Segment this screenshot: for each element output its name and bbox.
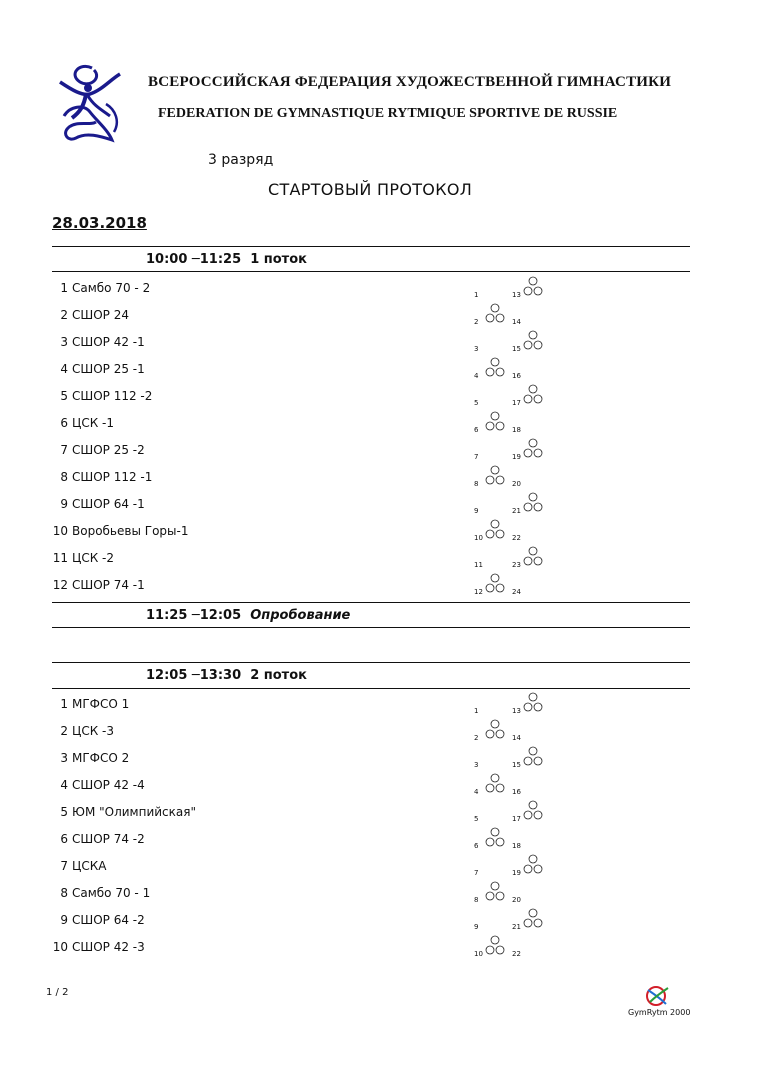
position-label-b: 19 xyxy=(512,869,521,877)
federation-name-ru: ВСЕРОССИЙСКАЯ ФЕДЕРАЦИЯ ХУДОЖЕСТВЕННОЙ ГИМНАСТИКИ xyxy=(148,74,672,90)
entry-number: 10 xyxy=(52,940,68,954)
entry-number: 2 xyxy=(60,724,68,738)
position-label-a: 1 xyxy=(474,707,479,715)
team-name: МГФСО 2 xyxy=(72,751,130,765)
list-item xyxy=(52,524,188,538)
entry-number: 1 xyxy=(60,281,68,295)
team-name: СШОР 112 -2 xyxy=(72,389,153,403)
position-label-a: 2 xyxy=(474,734,479,742)
entry-number: 11 xyxy=(52,551,68,565)
position-label-b: 17 xyxy=(512,815,521,823)
position-diagram xyxy=(472,907,562,931)
position-circles-icon xyxy=(472,934,562,958)
divider xyxy=(52,246,690,247)
position-label-b: 16 xyxy=(512,372,521,380)
position-circles-icon xyxy=(472,826,562,850)
team-name: Самбо 70 - 1 xyxy=(72,886,151,900)
position-label-a: 7 xyxy=(474,453,479,461)
document-title: СТАРТОВЫЙ ПРОТОКОЛ xyxy=(268,180,473,199)
team-name: СШОР 25 -2 xyxy=(72,443,145,457)
entry-number: 3 xyxy=(60,751,68,765)
position-diagram xyxy=(472,799,562,823)
position-label-a: 9 xyxy=(474,923,479,931)
position-label-a: 10 xyxy=(474,950,483,958)
position-label-a: 11 xyxy=(474,561,483,569)
position-label-a: 6 xyxy=(474,842,479,850)
team-name: Воробьевы Горы-1 xyxy=(72,524,189,538)
position-diagram xyxy=(472,826,562,850)
position-label-a: 4 xyxy=(474,788,479,796)
position-diagram xyxy=(472,880,562,904)
position-diagram xyxy=(472,518,562,542)
list-item xyxy=(52,724,114,738)
team-name: ЮМ "Олимпийская" xyxy=(72,805,196,819)
position-label-a: 9 xyxy=(474,507,479,515)
competition-date: 28.03.2018 xyxy=(52,214,147,232)
position-label-b: 22 xyxy=(512,950,521,958)
entry-number: 7 xyxy=(60,443,68,457)
list-item xyxy=(52,697,129,711)
position-label-a: 5 xyxy=(474,399,479,407)
position-circles-icon xyxy=(472,691,562,715)
entry-number: 1 xyxy=(60,697,68,711)
position-circles-icon xyxy=(472,491,562,515)
entry-number: 6 xyxy=(60,416,68,430)
position-label-a: 8 xyxy=(474,480,479,488)
team-name: МГФСО 1 xyxy=(72,697,130,711)
position-label-b: 18 xyxy=(512,426,521,434)
session-label: 1 поток xyxy=(250,252,307,267)
position-label-a: 10 xyxy=(474,534,483,542)
position-label-a: 3 xyxy=(474,345,479,353)
entry-number: 9 xyxy=(60,913,68,927)
team-name: ЦСКА xyxy=(72,859,107,873)
position-diagram xyxy=(472,934,562,958)
list-item xyxy=(52,886,150,900)
position-diagram xyxy=(472,772,562,796)
position-circles-icon xyxy=(472,410,562,434)
position-label-b: 16 xyxy=(512,788,521,796)
list-item xyxy=(52,832,145,846)
list-item xyxy=(52,805,196,819)
position-label-a: 6 xyxy=(474,426,479,434)
team-name: СШОР 74 -2 xyxy=(72,832,145,846)
position-diagram xyxy=(472,745,562,769)
session-header-warmup xyxy=(146,608,350,623)
position-circles-icon xyxy=(472,437,562,461)
team-name: Самбо 70 - 2 xyxy=(72,281,151,295)
entry-number: 6 xyxy=(60,832,68,846)
position-label-a: 3 xyxy=(474,761,479,769)
position-circles-icon xyxy=(472,745,562,769)
team-name: СШОР 74 -1 xyxy=(72,578,145,592)
position-diagram xyxy=(472,491,562,515)
position-label-a: 7 xyxy=(474,869,479,877)
list-item xyxy=(52,940,145,954)
team-name: СШОР 64 -2 xyxy=(72,913,145,927)
entry-number: 5 xyxy=(60,389,68,403)
position-diagram xyxy=(472,383,562,407)
position-diagram xyxy=(472,410,562,434)
list-item xyxy=(52,497,145,511)
divider xyxy=(52,271,690,272)
session-label: 2 поток xyxy=(250,668,307,683)
position-label-a: 2 xyxy=(474,318,479,326)
divider xyxy=(52,688,690,689)
entry-number: 9 xyxy=(60,497,68,511)
position-diagram xyxy=(472,691,562,715)
position-circles-icon xyxy=(472,545,562,569)
team-name: СШОР 25 -1 xyxy=(72,362,145,376)
position-label-a: 1 xyxy=(474,291,479,299)
position-circles-icon xyxy=(472,718,562,742)
list-item xyxy=(52,389,152,403)
list-item xyxy=(52,578,145,592)
list-item xyxy=(52,308,129,322)
position-diagram xyxy=(472,302,562,326)
list-item xyxy=(52,281,150,295)
position-diagram xyxy=(472,356,562,380)
list-item xyxy=(52,778,145,792)
federation-name-fr: FEDERATION DE GYMNASTIQUE RYTMIQUE SPORTIVE DE RUSSIE xyxy=(158,106,618,121)
position-diagram xyxy=(472,853,562,877)
list-item xyxy=(52,913,145,927)
position-circles-icon xyxy=(472,464,562,488)
position-circles-icon xyxy=(472,383,562,407)
team-name: ЦСК -2 xyxy=(72,551,114,565)
position-circles-icon xyxy=(472,907,562,931)
position-label-b: 20 xyxy=(512,896,521,904)
position-diagram xyxy=(472,437,562,461)
category-label: 3 разряд xyxy=(208,152,274,168)
divider xyxy=(52,627,690,628)
team-name: СШОР 64 -1 xyxy=(72,497,145,511)
session-time: 12:05 ─13:30 xyxy=(146,668,242,683)
position-circles-icon xyxy=(472,518,562,542)
gymnast-ribbon-logo-icon xyxy=(50,60,130,145)
entry-number: 8 xyxy=(60,886,68,900)
session-header-2 xyxy=(146,668,307,683)
brand-name: GymRytm 2000 xyxy=(628,1008,691,1017)
entry-number: 7 xyxy=(60,859,68,873)
team-name: ЦСК -1 xyxy=(72,416,114,430)
list-item xyxy=(52,416,114,430)
position-diagram xyxy=(472,718,562,742)
position-label-b: 18 xyxy=(512,842,521,850)
team-name: СШОР 42 -1 xyxy=(72,335,145,349)
session-label: Опробование xyxy=(250,608,351,623)
position-circles-icon xyxy=(472,880,562,904)
team-name: СШОР 112 -1 xyxy=(72,470,153,484)
divider xyxy=(52,602,690,603)
position-label-b: 17 xyxy=(512,399,521,407)
position-diagram xyxy=(472,329,562,353)
entry-number: 4 xyxy=(60,778,68,792)
session-time: 10:00 ─11:25 xyxy=(146,252,242,267)
position-circles-icon xyxy=(472,772,562,796)
position-label-b: 22 xyxy=(512,534,521,542)
session-header-1 xyxy=(146,252,307,267)
gymrytm-logo-icon xyxy=(628,984,698,1008)
entry-number: 3 xyxy=(60,335,68,349)
position-label-a: 5 xyxy=(474,815,479,823)
position-circles-icon xyxy=(472,799,562,823)
position-label-b: 21 xyxy=(512,507,521,515)
position-diagram xyxy=(472,275,562,299)
position-label-b: 19 xyxy=(512,453,521,461)
list-item xyxy=(52,470,152,484)
position-label-a: 8 xyxy=(474,896,479,904)
position-label-b: 21 xyxy=(512,923,521,931)
list-item xyxy=(52,362,145,376)
position-circles-icon xyxy=(472,356,562,380)
team-name: СШОР 24 xyxy=(72,308,129,322)
entry-number: 5 xyxy=(60,805,68,819)
list-item xyxy=(52,551,114,565)
divider xyxy=(52,662,690,663)
position-label-a: 4 xyxy=(474,372,479,380)
position-diagram xyxy=(472,464,562,488)
position-circles-icon xyxy=(472,853,562,877)
entry-number: 8 xyxy=(60,470,68,484)
position-label-b: 13 xyxy=(512,707,521,715)
session-time: 11:25 ─12:05 xyxy=(146,608,242,623)
team-name: ЦСК -3 xyxy=(72,724,114,738)
position-label-b: 23 xyxy=(512,561,521,569)
entry-number: 12 xyxy=(52,578,68,592)
entry-number: 4 xyxy=(60,362,68,376)
team-name: СШОР 42 -4 xyxy=(72,778,145,792)
entry-number: 2 xyxy=(60,308,68,322)
position-circles-icon xyxy=(472,302,562,326)
position-circles-icon xyxy=(472,329,562,353)
entry-number: 10 xyxy=(52,524,68,538)
gymrytm-logo xyxy=(628,984,698,1020)
position-label-a: 12 xyxy=(474,588,483,596)
position-label-b: 15 xyxy=(512,345,521,353)
position-label-b: 14 xyxy=(512,318,521,326)
position-label-b: 20 xyxy=(512,480,521,488)
position-label-b: 14 xyxy=(512,734,521,742)
position-label-b: 24 xyxy=(512,588,521,596)
page-number: 1 / 2 xyxy=(46,987,69,998)
position-diagram xyxy=(472,545,562,569)
list-item xyxy=(52,751,129,765)
list-item xyxy=(52,443,145,457)
position-label-b: 13 xyxy=(512,291,521,299)
position-label-b: 15 xyxy=(512,761,521,769)
position-circles-icon xyxy=(472,275,562,299)
team-name: СШОР 42 -3 xyxy=(72,940,145,954)
list-item xyxy=(52,859,106,873)
position-circles-icon xyxy=(472,572,562,596)
list-item xyxy=(52,335,145,349)
position-diagram xyxy=(472,572,562,596)
